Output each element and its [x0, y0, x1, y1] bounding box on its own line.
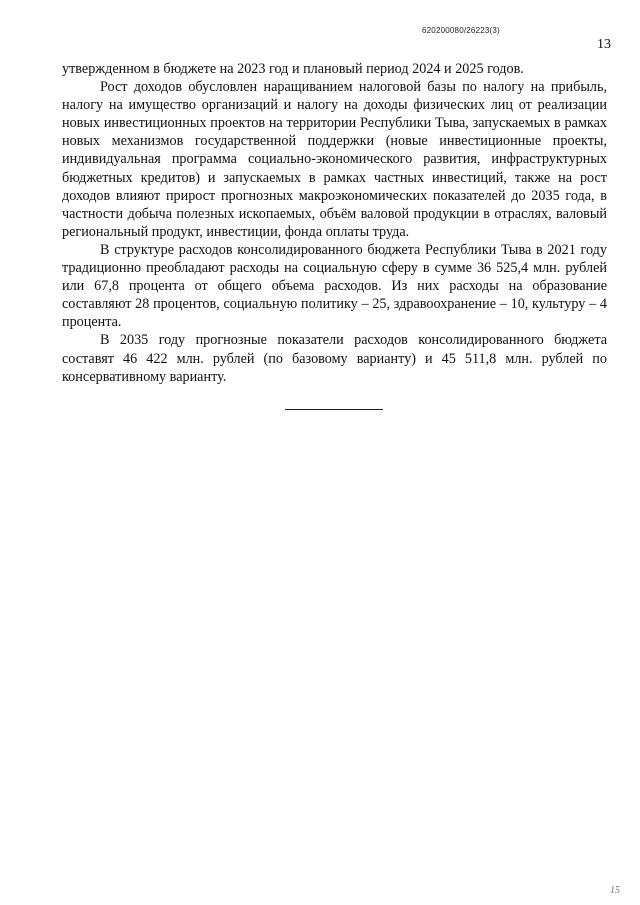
paragraph-forecast-2035: В 2035 году прогнозные показатели расходов консолидированного бюджета составят 46 422 млн. рублей (по базовому варианту) и 45 511,8 млн. рублей по консервативному варианту.	[62, 332, 607, 385]
document-code: 620200080/26223(3)	[422, 26, 500, 35]
paragraph-expenditure-structure: В структуре расходов консолидированного бюджета Республики Тыва в 2021 году традиционно преобладают расходы на социальную сферу в сумме 36 525,4 млн. рублей или 67,8 процента от общего объема расходов. Из них расходы на образование составляют 28 процентов, социальную политику – 25, здравоохранение – 10, культуру – 4 процента.	[62, 241, 607, 331]
paragraph-revenue-growth: Рост доходов обусловлен наращиванием налоговой базы по налогу на прибыль, налогу на имущество организаций и налогу на доходы физических лиц от реализации новых инвестиционных проектов на территории Республики Тыва, запускаемых в рамках новых механизмов государственной поддержки (новые инвестиционные проекты, индивидуальная программа социально-экономического развития, инфраструктурных бюджетных кредитов) и запускаемых в рамках частных инвестиций, также на рост доходов влияют прирост прогнозных макроэкономических показателей до 2035 года, в частности добыча полезных ископаемых, объём валовой продукции в отраслях, валовый региональный продукт, инвестиции, фонда оплаты труда.	[62, 79, 607, 240]
end-separator-line	[285, 409, 383, 410]
paragraph-continuation: утвержденном в бюджете на 2023 год и плановый период 2024 и 2025 годов.	[62, 61, 524, 77]
body-text	[62, 60, 607, 386]
page-number: 13	[597, 37, 611, 52]
handwritten-page-mark: 15	[610, 885, 620, 896]
